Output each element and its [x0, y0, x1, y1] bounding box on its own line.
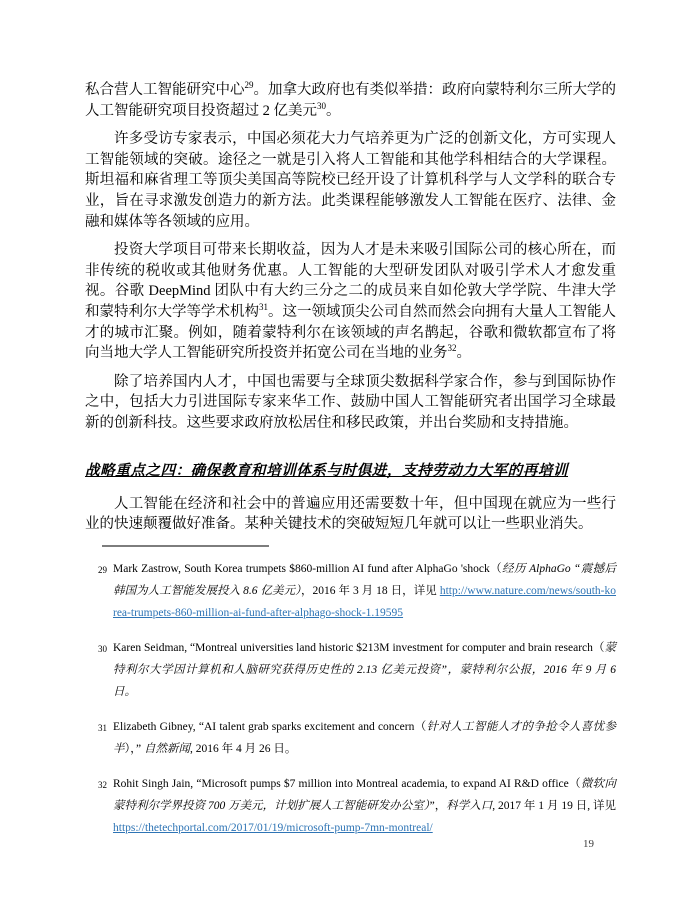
text-segment: 。	[456, 345, 471, 362]
text-segment: 。这一领域顶尖公司自然而然会向拥有大量人工智能人才的城市汇聚。例如，随着蒙特利尔在该领域的声名鹊起，谷歌和微软都宣布了将向当地大学人工智能研究所投资并拓宽公司在当地的业务	[85, 303, 617, 362]
text-segment: 私合营人工智能研究中心	[85, 82, 245, 98]
footnote-number: 29	[98, 564, 107, 575]
footnote-number: 32	[98, 779, 107, 790]
footnote-link[interactable]: https://thetechportal.com/2017/01/19/microsoft-pump-7mn-montreal/	[113, 821, 433, 834]
italic-text: 经历 AlphaGo “震撼后韩国为人工智能发展投入 8.6 亿美元）	[113, 562, 616, 597]
footnote-reference: 29	[244, 80, 254, 91]
footnote-reference: 32	[447, 343, 457, 354]
footnote-text	[113, 642, 616, 698]
body-paragraph-3	[85, 240, 616, 364]
page-content	[85, 80, 616, 852]
footnote-separator	[102, 545, 269, 547]
text-segment: Elizabeth Gibney, “AI talent grab sparks excitement and concern（	[113, 720, 427, 733]
footnote-32	[85, 773, 616, 839]
footnote-reference: 31	[259, 302, 268, 313]
footnotes-section	[85, 545, 616, 839]
footnote-30	[85, 637, 616, 703]
text-segment: , 2016 年 4 月 26 日。	[189, 742, 297, 755]
footnote-text	[113, 563, 616, 619]
italic-text: 微软向蒙特利尔学界投资 700 万美元，计划扩展人工智能研发办公室）	[113, 777, 616, 812]
footnote-text	[113, 721, 616, 755]
text-segment: ，2016 年 3 月 18 日，详见	[300, 584, 440, 597]
footnote-29	[85, 558, 616, 624]
body-paragraph-4: 除了培养国内人才，中国也需要与全球顶尖数据科学家合作，参与到国际协作之中，包括大力引进国际专家来华工作、鼓励中国人工智能研究者出国学习全球最新的创新科技。这些要求政府放松居住和移民政策，并出台奖励和支持措施。	[85, 373, 616, 431]
body-paragraph-1	[85, 80, 616, 121]
text-segment: Mark Zastrow, South Korea trumpets $860-million AI fund after AlphaGo 'shock（	[113, 562, 503, 575]
body-paragraph-2: 许多受访专家表示，中国必须花大力气培养更为广泛的创新文化，方可实现人工智能领域的突破。途径之一就是引入将人工智能和其他学科相结合的大学课程。斯坦福和麻省理工等顶尖美国高等院校已经开设了计算机科学与人文学科的联合专业，旨在寻求激发创造力的新方法。此类课程能够激发人工智能在医疗、法律、金融和媒体等各领域的应用。	[85, 131, 616, 230]
page-number: 19	[583, 838, 594, 850]
section-heading: 战略重点之四：确保教育和培训体系与时俱进，支持劳动力大军的再培训	[85, 462, 569, 479]
italic-text: 蒙特利尔大学因计算机和人脑研究获得历史性的 2.13 亿美元投资”，蒙特利尔公报，2016 年 9 月 6 日。	[113, 641, 616, 698]
footnote-number: 31	[98, 722, 107, 733]
footnote-number: 30	[98, 643, 107, 654]
text-segment: ），”	[124, 742, 144, 755]
footnote-link[interactable]: http://www.nature.com/news/south-korea-trumpets-860-million-ai-fund-after-alphago-shock-1.19595	[113, 584, 617, 619]
footnote-31	[85, 716, 616, 760]
italic-text: 针对人工智能人才的争抢令人喜忧参半	[113, 720, 617, 755]
text-segment: 。	[325, 102, 341, 119]
text-segment: Karen Seidman, “Montreal universities land historic $213M investment for computer and brain research（	[113, 641, 605, 654]
italic-text: 自然新闻	[143, 742, 190, 755]
text-segment: 投资大学项目可带来长期收益，因为人才是未来吸引国际公司的核心所在，而非传统的税收或其他财务优惠。人工智能的大型研发团队对吸引学术人才愈发重视。谷歌 DeepMind 团队中有大约三分之二的成员来自如伦敦大学学院、牛津大学和蒙特利尔大学等学术机构	[85, 242, 616, 320]
footnote-reference: 30	[317, 100, 326, 111]
text-segment: ”，	[429, 799, 447, 812]
text-segment: , 2017 年 1 月 19 日, 详见	[492, 799, 617, 812]
body-paragraph-5: 人工智能在经济和社会中的普遍应用还需要数十年，但中国现在就应为一些行业的快速颠覆做好准备。某种关键技术的突破短短几年就可以让一些职业消失。	[85, 495, 616, 533]
text-segment: 。加拿大政府也有类似举措：政府向蒙特利尔三所大学的人工智能研究项目投资超过 2 亿美元	[85, 82, 617, 119]
italic-text: 科学入口	[446, 799, 493, 812]
footnote-text	[113, 778, 616, 834]
text-segment: Rohit Singh Jain, “Microsoft pumps $7 million into Montreal academia, to expand AI R&D office（	[113, 777, 581, 790]
